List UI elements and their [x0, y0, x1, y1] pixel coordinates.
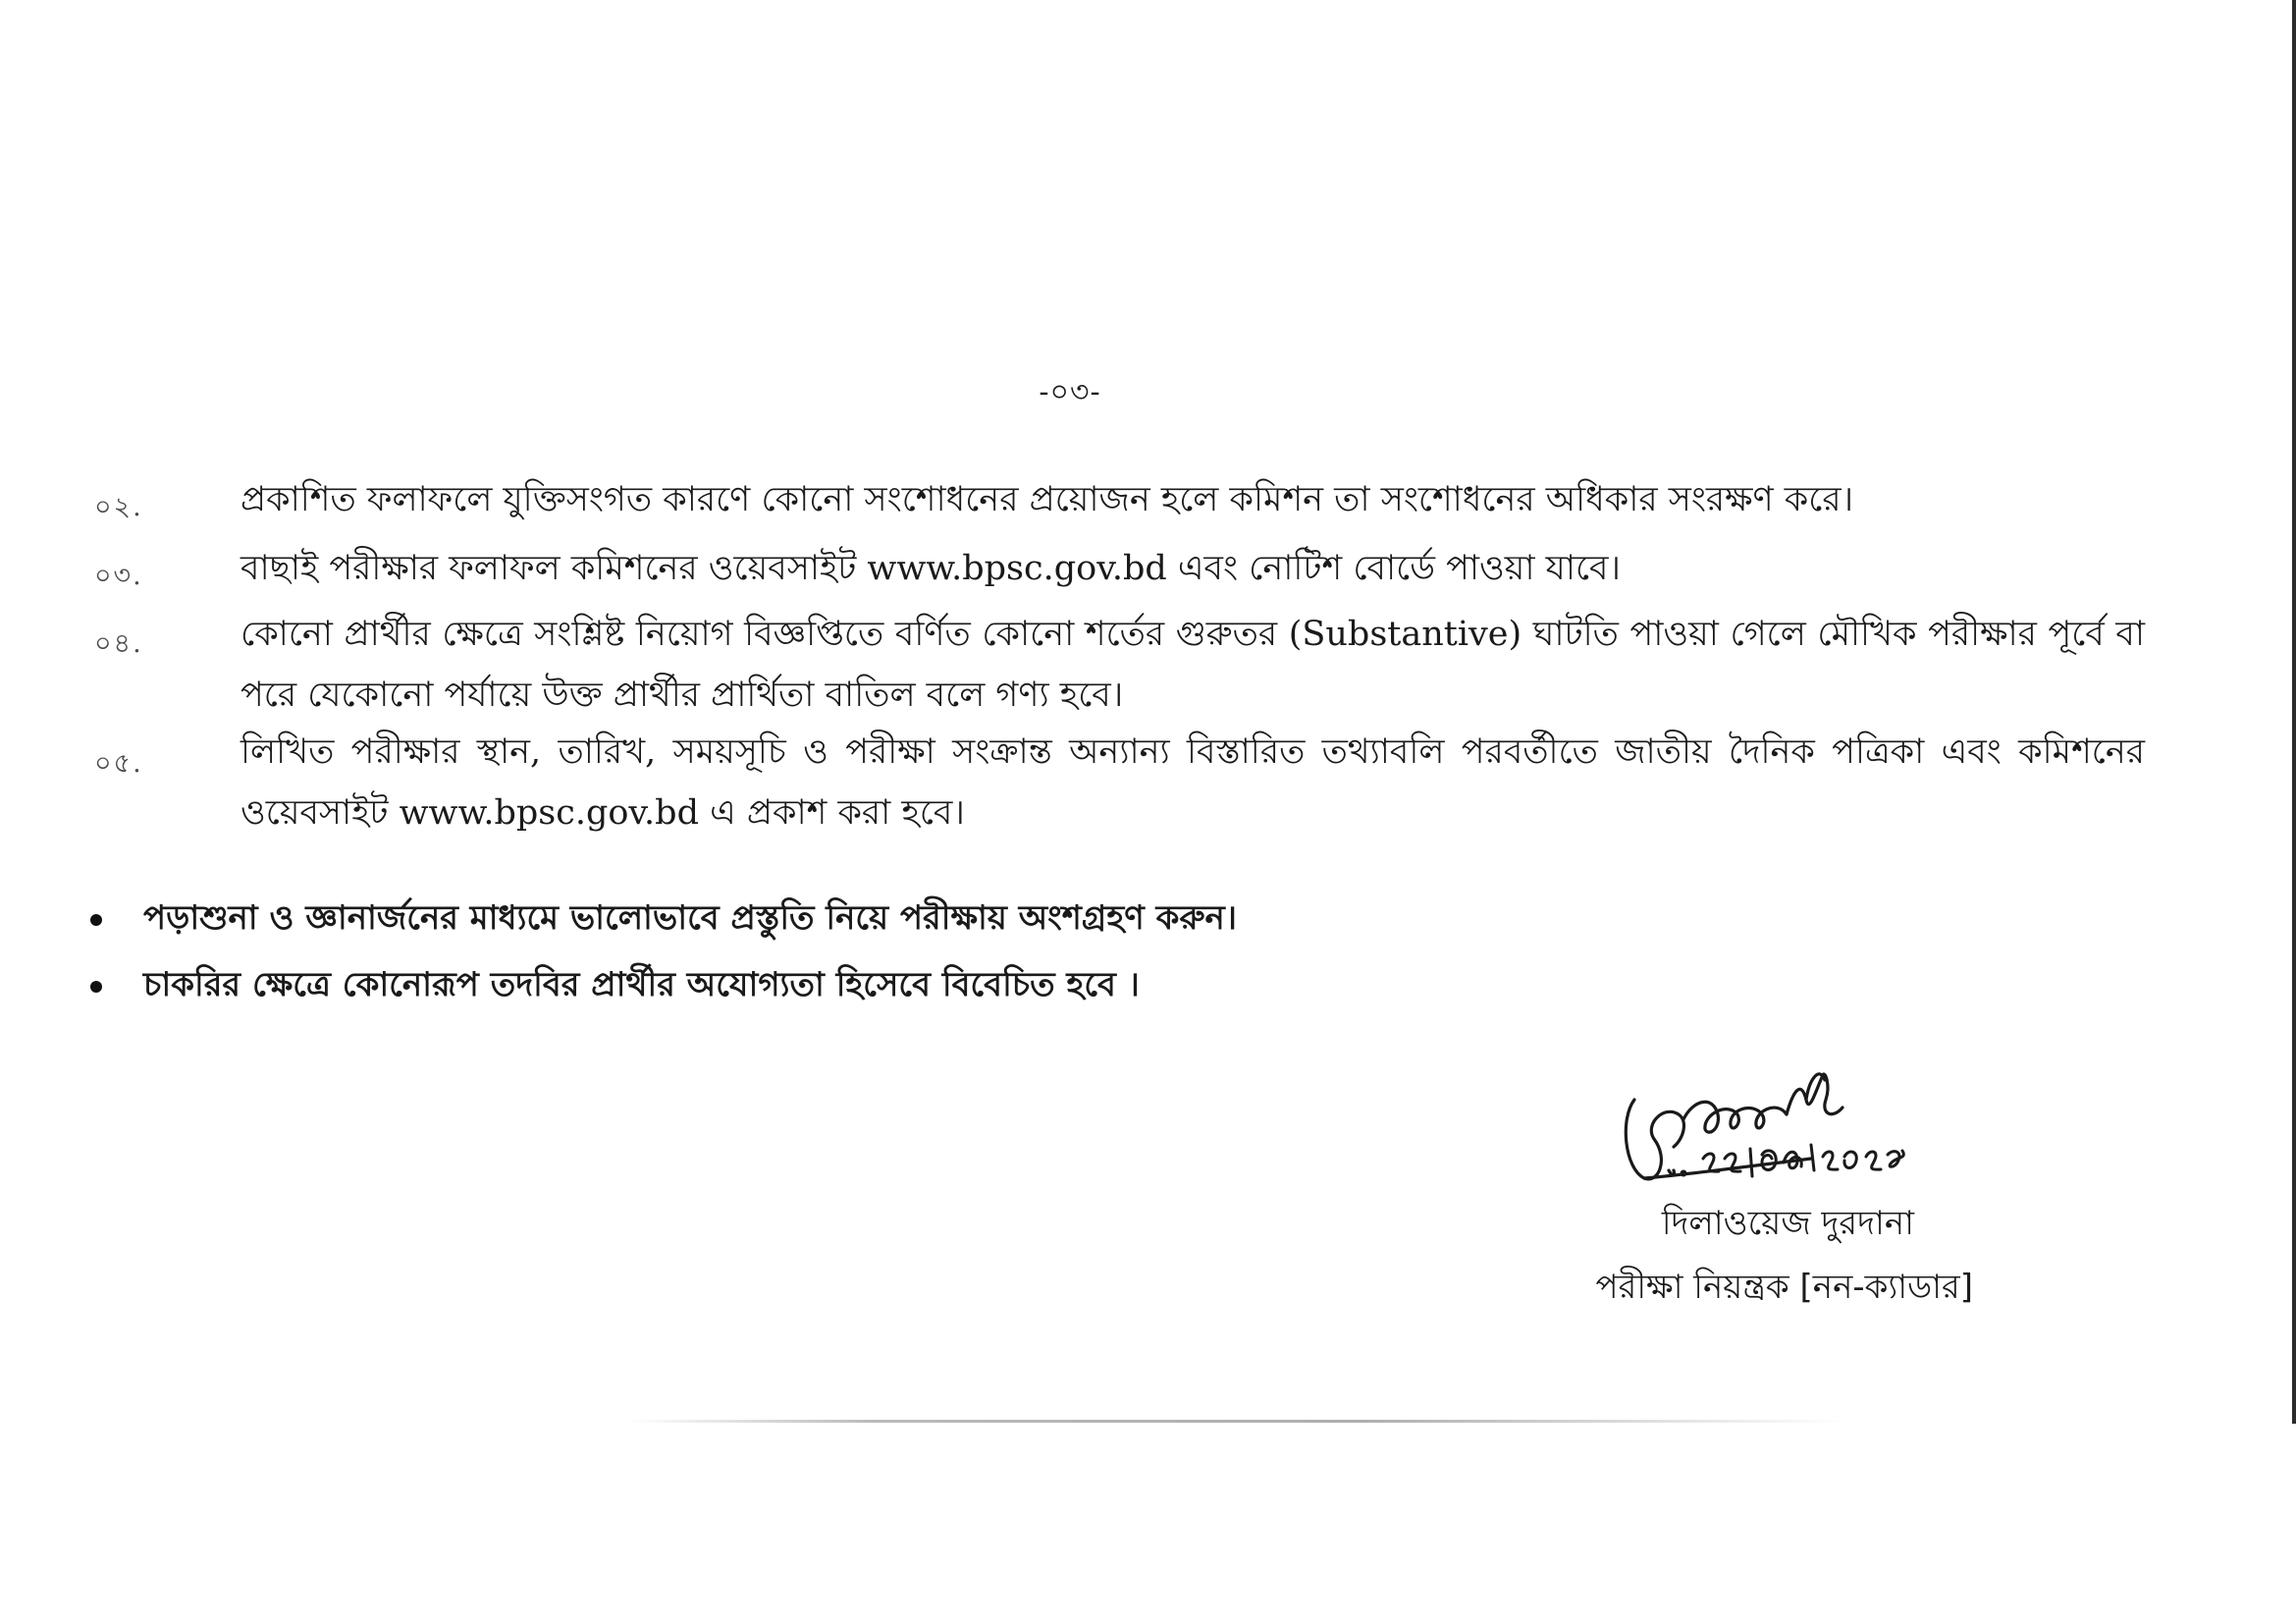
- item-text: প্রকাশিত ফলাফলে যুক্তিসংগত কারণে কোনো সংশোধনের প্রয়োজন হলে কমিশন তা সংশোধনের অধিকার সংরক্ষণ করে।: [240, 480, 1854, 519]
- page-number: -০৩-: [1039, 375, 1101, 409]
- handwritten-signature: [1615, 1060, 1949, 1208]
- item-number: ০২.: [94, 492, 143, 522]
- bullet-text: চাকরির ক্ষেত্রে কোনোরূপ তদবির প্রার্থীর অযোগ্যতা হিসেবে বিবেচিত হবে ।: [143, 964, 1140, 1004]
- scan-edge-border: [2292, 0, 2296, 1424]
- item-text: লিখিত পরীক্ষার স্থান, তারিখ, সময়সূচি ও পরীক্ষা সংক্রান্ত অন্যান্য বিস্তারিত তথ্যাবলি পরবর্তীতে জাতীয় দৈনিক পত্রিকা এবং কমিশনের ওয়েবসাইট www.bpsc.gov.bd এ প্রকাশ করা হবে।: [240, 732, 2145, 833]
- item-text: কোনো প্রার্থীর ক্ষেত্রে সংশ্লিষ্ট নিয়োগ বিজ্ঞপ্তিতে বর্ণিত কোনো শর্তের গুরুতর (Substantive) ঘাটতি পাওয়া গেলে মৌখিক পরীক্ষার পূর্বে বা পরে যেকোনো পর্যায়ে উক্ত প্রার্থীর প্রার্থিতা বাতিল বলে গণ্য হবে।: [240, 615, 2145, 715]
- bullet-dot-icon: [90, 981, 102, 993]
- item-number: ০৩.: [94, 561, 143, 591]
- bullet-text: পড়াশুনা ও জ্ঞানার্জনের মাধ্যমে ভালোভাবে প্রস্তুতি নিয়ে পরীক্ষায় অংশগ্রহণ করুন।: [143, 897, 1237, 938]
- item-number: ০৪.: [94, 628, 143, 659]
- bullet-item: [90, 955, 1237, 1018]
- scan-artifact-line: [628, 1420, 1845, 1423]
- bullet-list: [90, 889, 1237, 1018]
- bullet-item: [90, 889, 1237, 951]
- item-text: বাছাই পরীক্ষার ফলাফল কমিশনের ওয়েবসাইট www.bpsc.gov.bd এবং নোটিশ বোর্ডে পাওয়া যাবে।: [240, 549, 1622, 588]
- signatory-designation: পরীক্ষা নিয়ন্ত্রক [নন-ক্যাডার]: [1595, 1268, 1973, 1307]
- item-number: ০৫.: [94, 748, 143, 779]
- signature-block: [1531, 1060, 2042, 1307]
- bullet-dot-icon: [90, 914, 102, 926]
- signatory-name: দিলাওয়েজ দুরদানা: [1661, 1204, 1914, 1243]
